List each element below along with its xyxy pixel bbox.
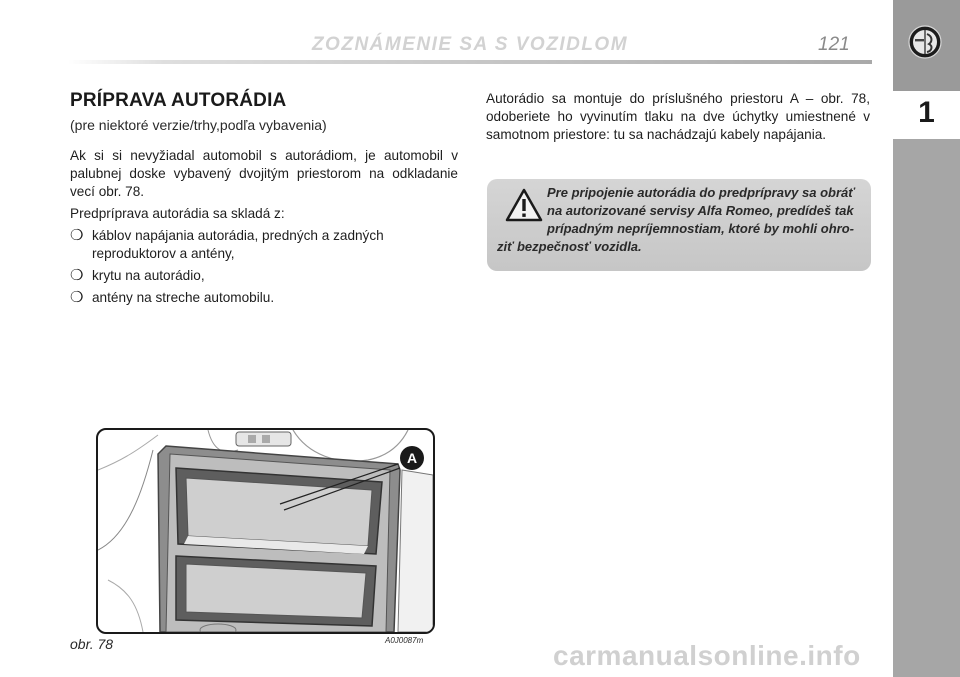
bullet-circle-icon: ❍: [70, 267, 84, 284]
warning-line: prípadným nepríjemnostiam, ktoré by mohli ohro-: [547, 221, 854, 236]
dashboard-illustration: [98, 430, 433, 632]
list-item: [70, 227, 458, 263]
section-heading: PRÍPRAVA AUTORÁDIA: [70, 90, 287, 111]
alfa-romeo-logo-icon: [908, 25, 942, 59]
warning-text: [497, 184, 859, 256]
list-item-text: káblov napájania autorádia, predných a zadných reproduktorov a antény,: [92, 228, 384, 261]
warning-line: Pre pripojenie autorádia do predprípravy sa obráť: [547, 185, 855, 200]
list-item: [70, 289, 458, 307]
figure-code: A0J0087m: [385, 636, 424, 645]
figure-radio-compartment: [96, 428, 435, 634]
right-column: [486, 90, 870, 148]
section-number: 1: [918, 96, 935, 129]
section-sidebar: [893, 0, 960, 677]
warning-line: na autorizované servisy Alfa Romeo, predídeš tak: [547, 203, 854, 218]
installation-paragraph: Autorádio sa montuje do príslušného priestoru A – obr. 78, odoberiete ho vyvinutím tlaku na dve úchytky umiestnené v samotnom priestore: tu sa nachádzajú kabely napájania.: [486, 91, 870, 142]
callout-label-A: A: [406, 450, 418, 466]
page-number: 121: [818, 34, 850, 55]
list-item: [70, 267, 458, 285]
header-rule: [68, 60, 872, 64]
list-item-text: antény na streche automobilu.: [92, 290, 275, 305]
bullet-circle-icon: ❍: [70, 227, 84, 244]
bullet-circle-icon: ❍: [70, 289, 84, 306]
running-header-title: ZOZNÁMENIE SA S VOZIDLOM: [311, 34, 629, 55]
left-column: [70, 90, 458, 311]
components-intro: Predpríprava autorádia sa skladá z:: [70, 206, 285, 221]
watermark: carmanualsonline.info: [553, 640, 861, 671]
figure-caption: obr. 78: [70, 636, 114, 652]
warning-line: ziť bezpečnosť vozidla.: [497, 239, 642, 254]
list-item-text: krytu na autorádio,: [92, 268, 205, 283]
intro-paragraph: Ak si si nevyžiadal automobil s autorádiom, je automobil v palubnej doske vybavený dvojitým priestorom na odkladanie vecí obr. 78.: [70, 148, 458, 199]
section-subtitle: (pre niektoré verzie/trhy,podľa vybavenia): [70, 117, 327, 133]
